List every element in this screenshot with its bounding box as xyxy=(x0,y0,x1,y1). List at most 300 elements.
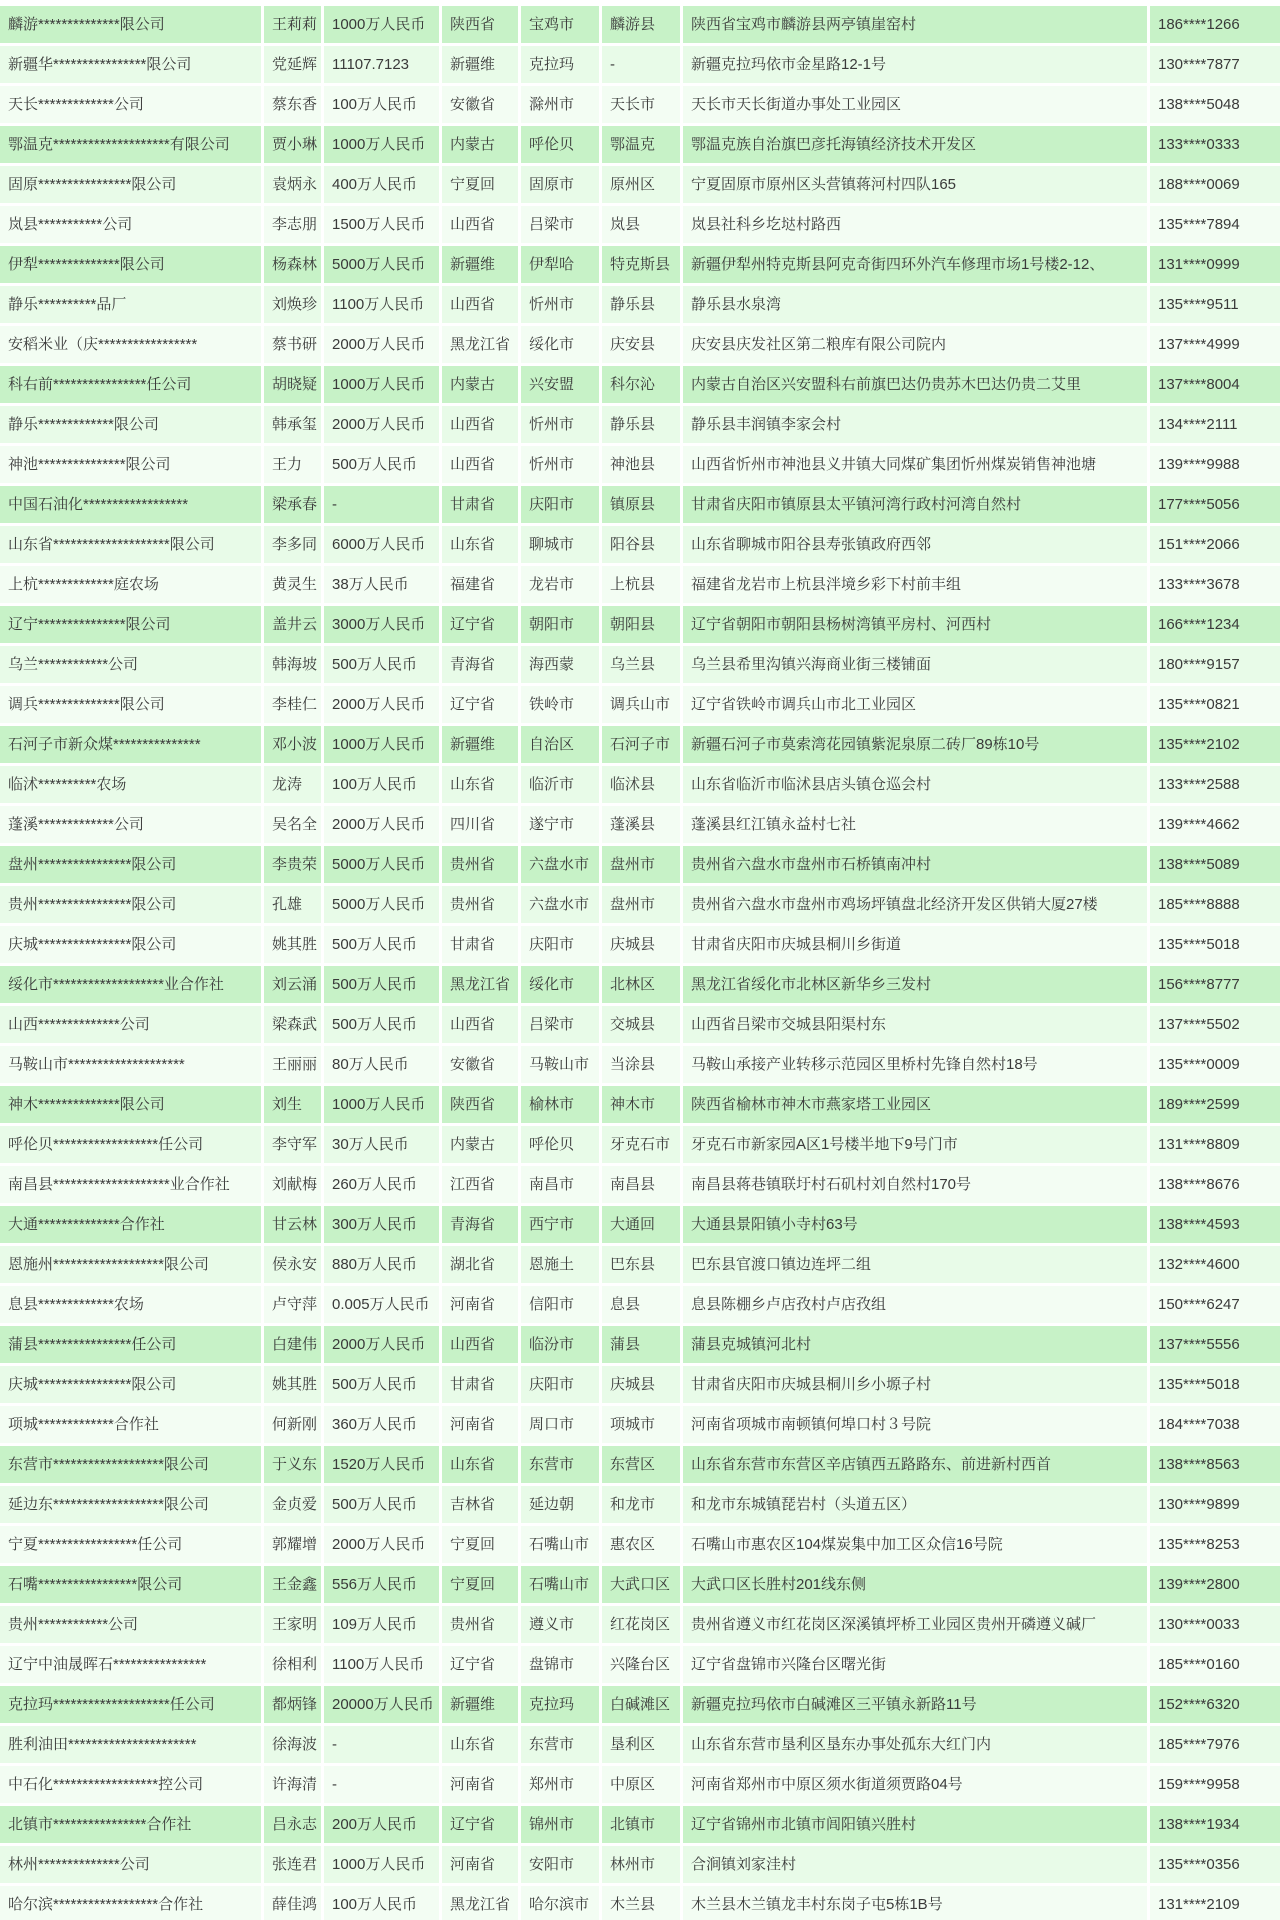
cell-province: 安徽省 xyxy=(442,1046,518,1083)
cell-county: 庆安县 xyxy=(602,326,680,363)
cell-legal-person: 王莉莉 xyxy=(264,6,321,43)
cell-company-name: 蓬溪*************公司 xyxy=(0,806,261,843)
cell-legal-person: 刘焕珍 xyxy=(264,286,321,323)
cell-company-name: 鄂温克********************有限公司 xyxy=(0,126,261,163)
cell-province: 山西省 xyxy=(442,406,518,443)
cell-phone-masked: 135****7894 xyxy=(1150,206,1280,243)
cell-address: 山东省聊城市阳谷县寿张镇政府西邻 xyxy=(683,526,1147,563)
table-row xyxy=(0,766,1280,803)
cell-address: 宁夏固原市原州区头营镇蒋河村四队165 xyxy=(683,166,1147,203)
cell-registered-capital: - xyxy=(324,486,439,523)
cell-county: 调兵山市 xyxy=(602,686,680,723)
cell-province: 黑龙江省 xyxy=(442,966,518,1003)
cell-company-name: 新疆华****************限公司 xyxy=(0,46,261,83)
cell-registered-capital: 2000万人民币 xyxy=(324,1326,439,1363)
cell-phone-masked: 135****0356 xyxy=(1150,1846,1280,1883)
cell-phone-masked: 139****2800 xyxy=(1150,1566,1280,1603)
cell-phone-masked: 186****1266 xyxy=(1150,6,1280,43)
cell-legal-person: 金贞爱 xyxy=(264,1486,321,1523)
cell-address: 内蒙古自治区兴安盟科右前旗巴达仍贵苏木巴达仍贵二艾里 xyxy=(683,366,1147,403)
cell-province: 新疆维 xyxy=(442,1686,518,1723)
cell-city: 吕梁市 xyxy=(521,1006,599,1043)
cell-address: 鄂温克族自治旗巴彦托海镇经济技术开发区 xyxy=(683,126,1147,163)
cell-province: 四川省 xyxy=(442,806,518,843)
cell-address: 黑龙江省绥化市北林区新华乡三发村 xyxy=(683,966,1147,1003)
cell-county: 红花岗区 xyxy=(602,1606,680,1643)
cell-legal-person: 党延辉 xyxy=(264,46,321,83)
table-row xyxy=(0,46,1280,83)
cell-city: 哈尔滨市 xyxy=(521,1886,599,1920)
cell-city: 盘锦市 xyxy=(521,1646,599,1683)
cell-province: 新疆维 xyxy=(442,246,518,283)
cell-company-name: 调兵**************限公司 xyxy=(0,686,261,723)
table-row xyxy=(0,1486,1280,1523)
cell-phone-masked: 137****4999 xyxy=(1150,326,1280,363)
cell-legal-person: 胡晓疑 xyxy=(264,366,321,403)
cell-county: 临沭县 xyxy=(602,766,680,803)
cell-phone-masked: 137****5556 xyxy=(1150,1326,1280,1363)
cell-city: 临沂市 xyxy=(521,766,599,803)
cell-county: 阳谷县 xyxy=(602,526,680,563)
table-row xyxy=(0,1606,1280,1643)
cell-city: 南昌市 xyxy=(521,1166,599,1203)
cell-province: 山西省 xyxy=(442,206,518,243)
cell-city: 六盘水市 xyxy=(521,886,599,923)
cell-registered-capital: 1000万人民币 xyxy=(324,726,439,763)
table-row xyxy=(0,1526,1280,1563)
cell-city: 恩施土 xyxy=(521,1246,599,1283)
cell-county: 大武口区 xyxy=(602,1566,680,1603)
cell-registered-capital: 556万人民币 xyxy=(324,1566,439,1603)
cell-registered-capital: 6000万人民币 xyxy=(324,526,439,563)
cell-registered-capital: 500万人民币 xyxy=(324,1486,439,1523)
cell-legal-person: 蔡书研 xyxy=(264,326,321,363)
cell-company-name: 山东省********************限公司 xyxy=(0,526,261,563)
cell-address: 马鞍山承接产业转移示范园区里桥村先锋自然村18号 xyxy=(683,1046,1147,1083)
cell-phone-masked: 138****4593 xyxy=(1150,1206,1280,1243)
cell-county: 神池县 xyxy=(602,446,680,483)
cell-city: 聊城市 xyxy=(521,526,599,563)
cell-phone-masked: 138****8676 xyxy=(1150,1166,1280,1203)
cell-registered-capital: 5000万人民币 xyxy=(324,246,439,283)
table-row xyxy=(0,646,1280,683)
table-row xyxy=(0,1286,1280,1323)
cell-registered-capital: 1520万人民币 xyxy=(324,1446,439,1483)
cell-legal-person: 刘生 xyxy=(264,1086,321,1123)
cell-province: 贵州省 xyxy=(442,846,518,883)
cell-county: 林州市 xyxy=(602,1846,680,1883)
cell-city: 克拉玛 xyxy=(521,1686,599,1723)
cell-city: 周口市 xyxy=(521,1406,599,1443)
table-row xyxy=(0,1886,1280,1920)
cell-address: 木兰县木兰镇龙丰村东岗子屯5栋1B号 xyxy=(683,1886,1147,1920)
cell-address: 巴东县官渡口镇边连坪二组 xyxy=(683,1246,1147,1283)
cell-address: 乌兰县希里沟镇兴海商业街三楼铺面 xyxy=(683,646,1147,683)
cell-phone-masked: 137****8004 xyxy=(1150,366,1280,403)
cell-company-name: 南昌县********************业合作社 xyxy=(0,1166,261,1203)
cell-county: 乌兰县 xyxy=(602,646,680,683)
table-row xyxy=(0,1166,1280,1203)
cell-registered-capital: - xyxy=(324,1726,439,1763)
cell-address: 山东省东营市垦利区垦东办事处孤东大红门内 xyxy=(683,1726,1147,1763)
cell-city: 马鞍山市 xyxy=(521,1046,599,1083)
cell-address: 南昌县蒋巷镇联圩村石矶村刘自然村170号 xyxy=(683,1166,1147,1203)
cell-company-name: 静乐*************限公司 xyxy=(0,406,261,443)
cell-legal-person: 王丽丽 xyxy=(264,1046,321,1083)
cell-legal-person: 郭耀增 xyxy=(264,1526,321,1563)
cell-legal-person: 吴名全 xyxy=(264,806,321,843)
cell-legal-person: 龙涛 xyxy=(264,766,321,803)
cell-registered-capital: 2000万人民币 xyxy=(324,806,439,843)
cell-registered-capital: 11107.7123 xyxy=(324,46,439,83)
table-row xyxy=(0,926,1280,963)
table-row xyxy=(0,806,1280,843)
cell-address: 蓬溪县红江镇永益村七社 xyxy=(683,806,1147,843)
cell-phone-masked: 188****0069 xyxy=(1150,166,1280,203)
cell-legal-person: 梁森武 xyxy=(264,1006,321,1043)
cell-phone-masked: 138****5048 xyxy=(1150,86,1280,123)
cell-legal-person: 王金鑫 xyxy=(264,1566,321,1603)
cell-phone-masked: 135****0009 xyxy=(1150,1046,1280,1083)
table-row xyxy=(0,1446,1280,1483)
cell-province: 山东省 xyxy=(442,1726,518,1763)
cell-company-name: 固原****************限公司 xyxy=(0,166,261,203)
cell-registered-capital: 400万人民币 xyxy=(324,166,439,203)
cell-province: 河南省 xyxy=(442,1846,518,1883)
cell-address: 山西省吕梁市交城县阳渠村东 xyxy=(683,1006,1147,1043)
cell-county: 神木市 xyxy=(602,1086,680,1123)
table-row xyxy=(0,1326,1280,1363)
cell-address: 贵州省六盘水市盘州市鸡场坪镇盘北经济开发区供销大厦27楼 xyxy=(683,886,1147,923)
table-row xyxy=(0,966,1280,1003)
cell-legal-person: 都炳锋 xyxy=(264,1686,321,1723)
table-row xyxy=(0,1126,1280,1163)
cell-phone-masked: 135****5018 xyxy=(1150,1366,1280,1403)
cell-phone-masked: 184****7038 xyxy=(1150,1406,1280,1443)
cell-company-name: 绥化市*******************业合作社 xyxy=(0,966,261,1003)
cell-registered-capital: 880万人民币 xyxy=(324,1246,439,1283)
cell-county: 静乐县 xyxy=(602,406,680,443)
cell-address: 甘肃省庆阳市庆城县桐川乡小塬子村 xyxy=(683,1366,1147,1403)
cell-registered-capital: 1000万人民币 xyxy=(324,1086,439,1123)
cell-legal-person: 侯永安 xyxy=(264,1246,321,1283)
cell-city: 忻州市 xyxy=(521,286,599,323)
cell-company-name: 乌兰************公司 xyxy=(0,646,261,683)
cell-city: 临汾市 xyxy=(521,1326,599,1363)
cell-province: 山东省 xyxy=(442,1446,518,1483)
cell-legal-person: 刘云涌 xyxy=(264,966,321,1003)
cell-legal-person: 梁承春 xyxy=(264,486,321,523)
cell-province: 江西省 xyxy=(442,1166,518,1203)
cell-province: 内蒙古 xyxy=(442,1126,518,1163)
cell-province: 山西省 xyxy=(442,446,518,483)
cell-registered-capital: 20000万人民币 xyxy=(324,1686,439,1723)
cell-county: 蒲县 xyxy=(602,1326,680,1363)
cell-registered-capital: 500万人民币 xyxy=(324,1006,439,1043)
table-row xyxy=(0,1846,1280,1883)
cell-legal-person: 李守军 xyxy=(264,1126,321,1163)
cell-registered-capital: 1100万人民币 xyxy=(324,1646,439,1683)
cell-legal-person: 韩海坡 xyxy=(264,646,321,683)
table-row xyxy=(0,326,1280,363)
cell-address: 大通县景阳镇小寺村63号 xyxy=(683,1206,1147,1243)
cell-county: - xyxy=(602,46,680,83)
cell-address: 辽宁省铁岭市调兵山市北工业园区 xyxy=(683,686,1147,723)
cell-legal-person: 王力 xyxy=(264,446,321,483)
cell-address: 蒲县克城镇河北村 xyxy=(683,1326,1147,1363)
table-row xyxy=(0,726,1280,763)
cell-county: 天长市 xyxy=(602,86,680,123)
cell-registered-capital: 100万人民币 xyxy=(324,86,439,123)
cell-province: 陕西省 xyxy=(442,1086,518,1123)
cell-phone-masked: 185****8888 xyxy=(1150,886,1280,923)
cell-address: 新疆克拉玛依市金星路12-1号 xyxy=(683,46,1147,83)
cell-legal-person: 李多同 xyxy=(264,526,321,563)
cell-company-name: 天长*************公司 xyxy=(0,86,261,123)
cell-legal-person: 王家明 xyxy=(264,1606,321,1643)
cell-county: 惠农区 xyxy=(602,1526,680,1563)
cell-city: 龙岩市 xyxy=(521,566,599,603)
cell-company-name: 胜利油田********************** xyxy=(0,1726,261,1763)
cell-address: 新疆伊犁州特克斯县阿克奇街四环外汽车修理市场1号楼2-12、 xyxy=(683,246,1147,283)
cell-county: 特克斯县 xyxy=(602,246,680,283)
table-row xyxy=(0,366,1280,403)
cell-province: 宁夏回 xyxy=(442,1526,518,1563)
cell-company-name: 宁夏*****************任公司 xyxy=(0,1526,261,1563)
cell-province: 黑龙江省 xyxy=(442,1886,518,1920)
cell-province: 新疆维 xyxy=(442,726,518,763)
cell-county: 岚县 xyxy=(602,206,680,243)
table-row xyxy=(0,1046,1280,1083)
cell-county: 中原区 xyxy=(602,1766,680,1803)
cell-city: 延边朝 xyxy=(521,1486,599,1523)
cell-county: 麟游县 xyxy=(602,6,680,43)
cell-registered-capital: 300万人民币 xyxy=(324,1206,439,1243)
cell-phone-masked: 138****1934 xyxy=(1150,1806,1280,1843)
cell-phone-masked: 166****1234 xyxy=(1150,606,1280,643)
cell-city: 遂宁市 xyxy=(521,806,599,843)
cell-phone-masked: 130****9899 xyxy=(1150,1486,1280,1523)
cell-province: 内蒙古 xyxy=(442,366,518,403)
cell-company-name: 神池***************限公司 xyxy=(0,446,261,483)
cell-phone-masked: 135****2102 xyxy=(1150,726,1280,763)
table-row xyxy=(0,166,1280,203)
cell-province: 甘肃省 xyxy=(442,926,518,963)
cell-province: 陕西省 xyxy=(442,6,518,43)
cell-phone-masked: 130****0033 xyxy=(1150,1606,1280,1643)
cell-phone-masked: 152****6320 xyxy=(1150,1686,1280,1723)
cell-address: 息县陈棚乡卢店孜村卢店孜组 xyxy=(683,1286,1147,1323)
cell-phone-masked: 130****7877 xyxy=(1150,46,1280,83)
cell-legal-person: 白建伟 xyxy=(264,1326,321,1363)
cell-company-name: 神木**************限公司 xyxy=(0,1086,261,1123)
cell-address: 福建省龙岩市上杭县泮境乡彩下村前丰组 xyxy=(683,566,1147,603)
cell-address: 岚县社科乡圪垯村路西 xyxy=(683,206,1147,243)
cell-province: 贵州省 xyxy=(442,1606,518,1643)
cell-legal-person: 张连君 xyxy=(264,1846,321,1883)
cell-legal-person: 贾小琳 xyxy=(264,126,321,163)
cell-address: 静乐县水泉湾 xyxy=(683,286,1147,323)
cell-registered-capital: 0.005万人民币 xyxy=(324,1286,439,1323)
cell-registered-capital: 1000万人民币 xyxy=(324,366,439,403)
cell-county: 庆城县 xyxy=(602,926,680,963)
cell-company-name: 马鞍山市******************** xyxy=(0,1046,261,1083)
cell-legal-person: 姚其胜 xyxy=(264,1366,321,1403)
cell-company-name: 伊犁**************限公司 xyxy=(0,246,261,283)
cell-city: 铁岭市 xyxy=(521,686,599,723)
table-row xyxy=(0,1006,1280,1043)
cell-registered-capital: 500万人民币 xyxy=(324,1366,439,1403)
cell-phone-masked: 131****8809 xyxy=(1150,1126,1280,1163)
cell-city: 东营市 xyxy=(521,1726,599,1763)
cell-province: 辽宁省 xyxy=(442,686,518,723)
cell-address: 庆安县庆发社区第二粮库有限公司院内 xyxy=(683,326,1147,363)
cell-province: 甘肃省 xyxy=(442,486,518,523)
cell-legal-person: 刘献梅 xyxy=(264,1166,321,1203)
cell-county: 朝阳县 xyxy=(602,606,680,643)
cell-address: 新疆克拉玛依市白碱滩区三平镇永新路11号 xyxy=(683,1686,1147,1723)
cell-registered-capital: 1000万人民币 xyxy=(324,6,439,43)
table-row xyxy=(0,246,1280,283)
cell-phone-masked: 139****9988 xyxy=(1150,446,1280,483)
cell-phone-masked: 138****8563 xyxy=(1150,1446,1280,1483)
cell-legal-person: 李贵荣 xyxy=(264,846,321,883)
cell-company-name: 大通**************合作社 xyxy=(0,1206,261,1243)
table-row xyxy=(0,86,1280,123)
cell-province: 山西省 xyxy=(442,286,518,323)
table-row xyxy=(0,206,1280,243)
cell-phone-masked: 185****7976 xyxy=(1150,1726,1280,1763)
cell-city: 庆阳市 xyxy=(521,926,599,963)
cell-company-name: 东营市*******************限公司 xyxy=(0,1446,261,1483)
cell-legal-person: 盖井云 xyxy=(264,606,321,643)
cell-phone-masked: 134****2111 xyxy=(1150,406,1280,443)
cell-province: 辽宁省 xyxy=(442,1806,518,1843)
table-row xyxy=(0,446,1280,483)
cell-company-name: 岚县***********公司 xyxy=(0,206,261,243)
cell-address: 甘肃省庆阳市镇原县太平镇河湾行政村河湾自然村 xyxy=(683,486,1147,523)
cell-company-name: 盘州****************限公司 xyxy=(0,846,261,883)
cell-company-name: 辽宁***************限公司 xyxy=(0,606,261,643)
cell-registered-capital: 38万人民币 xyxy=(324,566,439,603)
cell-county: 原州区 xyxy=(602,166,680,203)
cell-registered-capital: 5000万人民币 xyxy=(324,846,439,883)
cell-province: 福建省 xyxy=(442,566,518,603)
cell-province: 辽宁省 xyxy=(442,606,518,643)
cell-registered-capital: 2000万人民币 xyxy=(324,1526,439,1563)
cell-registered-capital: 3000万人民币 xyxy=(324,606,439,643)
cell-county: 石河子市 xyxy=(602,726,680,763)
cell-address: 贵州省遵义市红花岗区深溪镇坪桥工业园区贵州开磷遵义碱厂 xyxy=(683,1606,1147,1643)
cell-company-name: 息县*************农场 xyxy=(0,1286,261,1323)
cell-company-name: 蒲县****************任公司 xyxy=(0,1326,261,1363)
cell-company-name: 庆城****************限公司 xyxy=(0,1366,261,1403)
cell-company-name: 中国石油化****************** xyxy=(0,486,261,523)
cell-city: 西宁市 xyxy=(521,1206,599,1243)
cell-registered-capital: 109万人民币 xyxy=(324,1606,439,1643)
cell-address: 静乐县丰润镇李家会村 xyxy=(683,406,1147,443)
cell-legal-person: 吕永志 xyxy=(264,1806,321,1843)
cell-county: 白碱滩区 xyxy=(602,1686,680,1723)
cell-county: 木兰县 xyxy=(602,1886,680,1920)
table-row xyxy=(0,1406,1280,1443)
cell-company-name: 哈尔滨******************合作社 xyxy=(0,1886,261,1920)
cell-city: 呼伦贝 xyxy=(521,126,599,163)
cell-city: 忻州市 xyxy=(521,446,599,483)
cell-county: 盘州市 xyxy=(602,846,680,883)
cell-address: 新疆石河子市莫索湾花园镇紫泥泉原二砖厂89栋10号 xyxy=(683,726,1147,763)
cell-legal-person: 邓小波 xyxy=(264,726,321,763)
cell-company-name: 恩施州*******************限公司 xyxy=(0,1246,261,1283)
cell-province: 安徽省 xyxy=(442,86,518,123)
cell-company-name: 上杭*************庭农场 xyxy=(0,566,261,603)
cell-address: 辽宁省锦州市北镇市闾阳镇兴胜村 xyxy=(683,1806,1147,1843)
cell-phone-masked: 133****0333 xyxy=(1150,126,1280,163)
cell-county: 静乐县 xyxy=(602,286,680,323)
cell-phone-masked: 150****6247 xyxy=(1150,1286,1280,1323)
table-row xyxy=(0,526,1280,563)
table-row xyxy=(0,566,1280,603)
cell-legal-person: 孔雄 xyxy=(264,886,321,923)
cell-phone-masked: 185****0160 xyxy=(1150,1646,1280,1683)
cell-phone-masked: 189****2599 xyxy=(1150,1086,1280,1123)
table-row xyxy=(0,286,1280,323)
cell-registered-capital: 80万人民币 xyxy=(324,1046,439,1083)
cell-address: 贵州省六盘水市盘州市石桥镇南冲村 xyxy=(683,846,1147,883)
cell-phone-masked: 177****5056 xyxy=(1150,486,1280,523)
cell-registered-capital: - xyxy=(324,1766,439,1803)
cell-city: 克拉玛 xyxy=(521,46,599,83)
cell-province: 内蒙古 xyxy=(442,126,518,163)
cell-address: 陕西省榆林市神木市燕家塔工业园区 xyxy=(683,1086,1147,1123)
table-row xyxy=(0,606,1280,643)
cell-legal-person: 李志朋 xyxy=(264,206,321,243)
cell-registered-capital: 1500万人民币 xyxy=(324,206,439,243)
cell-registered-capital: 500万人民币 xyxy=(324,926,439,963)
cell-legal-person: 蔡东香 xyxy=(264,86,321,123)
cell-registered-capital: 260万人民币 xyxy=(324,1166,439,1203)
cell-province: 山西省 xyxy=(442,1006,518,1043)
cell-province: 宁夏回 xyxy=(442,166,518,203)
cell-legal-person: 徐海波 xyxy=(264,1726,321,1763)
cell-address: 山东省临沂市临沭县店头镇仓巡会村 xyxy=(683,766,1147,803)
cell-province: 辽宁省 xyxy=(442,1646,518,1683)
cell-phone-masked: 137****5502 xyxy=(1150,1006,1280,1043)
cell-county: 镇原县 xyxy=(602,486,680,523)
cell-province: 河南省 xyxy=(442,1766,518,1803)
cell-city: 六盘水市 xyxy=(521,846,599,883)
cell-registered-capital: 200万人民币 xyxy=(324,1806,439,1843)
cell-phone-masked: 139****4662 xyxy=(1150,806,1280,843)
cell-company-name: 石河子市新众煤*************** xyxy=(0,726,261,763)
cell-address: 辽宁省朝阳市朝阳县杨树湾镇平房村、河西村 xyxy=(683,606,1147,643)
cell-legal-person: 徐相利 xyxy=(264,1646,321,1683)
cell-county: 息县 xyxy=(602,1286,680,1323)
cell-city: 伊犁哈 xyxy=(521,246,599,283)
cell-company-name: 中石化******************控公司 xyxy=(0,1766,261,1803)
cell-address: 牙克石市新家园A区1号楼半地下9号门市 xyxy=(683,1126,1147,1163)
cell-county: 兴隆台区 xyxy=(602,1646,680,1683)
cell-address: 石嘴山市惠农区104煤炭集中加工区众信16号院 xyxy=(683,1526,1147,1563)
cell-company-name: 克拉玛********************任公司 xyxy=(0,1686,261,1723)
cell-company-name: 呼伦贝******************任公司 xyxy=(0,1126,261,1163)
cell-province: 山西省 xyxy=(442,1326,518,1363)
cell-province: 黑龙江省 xyxy=(442,326,518,363)
cell-city: 锦州市 xyxy=(521,1806,599,1843)
cell-registered-capital: 2000万人民币 xyxy=(324,686,439,723)
cell-address: 天长市天长街道办事处工业园区 xyxy=(683,86,1147,123)
cell-city: 滁州市 xyxy=(521,86,599,123)
